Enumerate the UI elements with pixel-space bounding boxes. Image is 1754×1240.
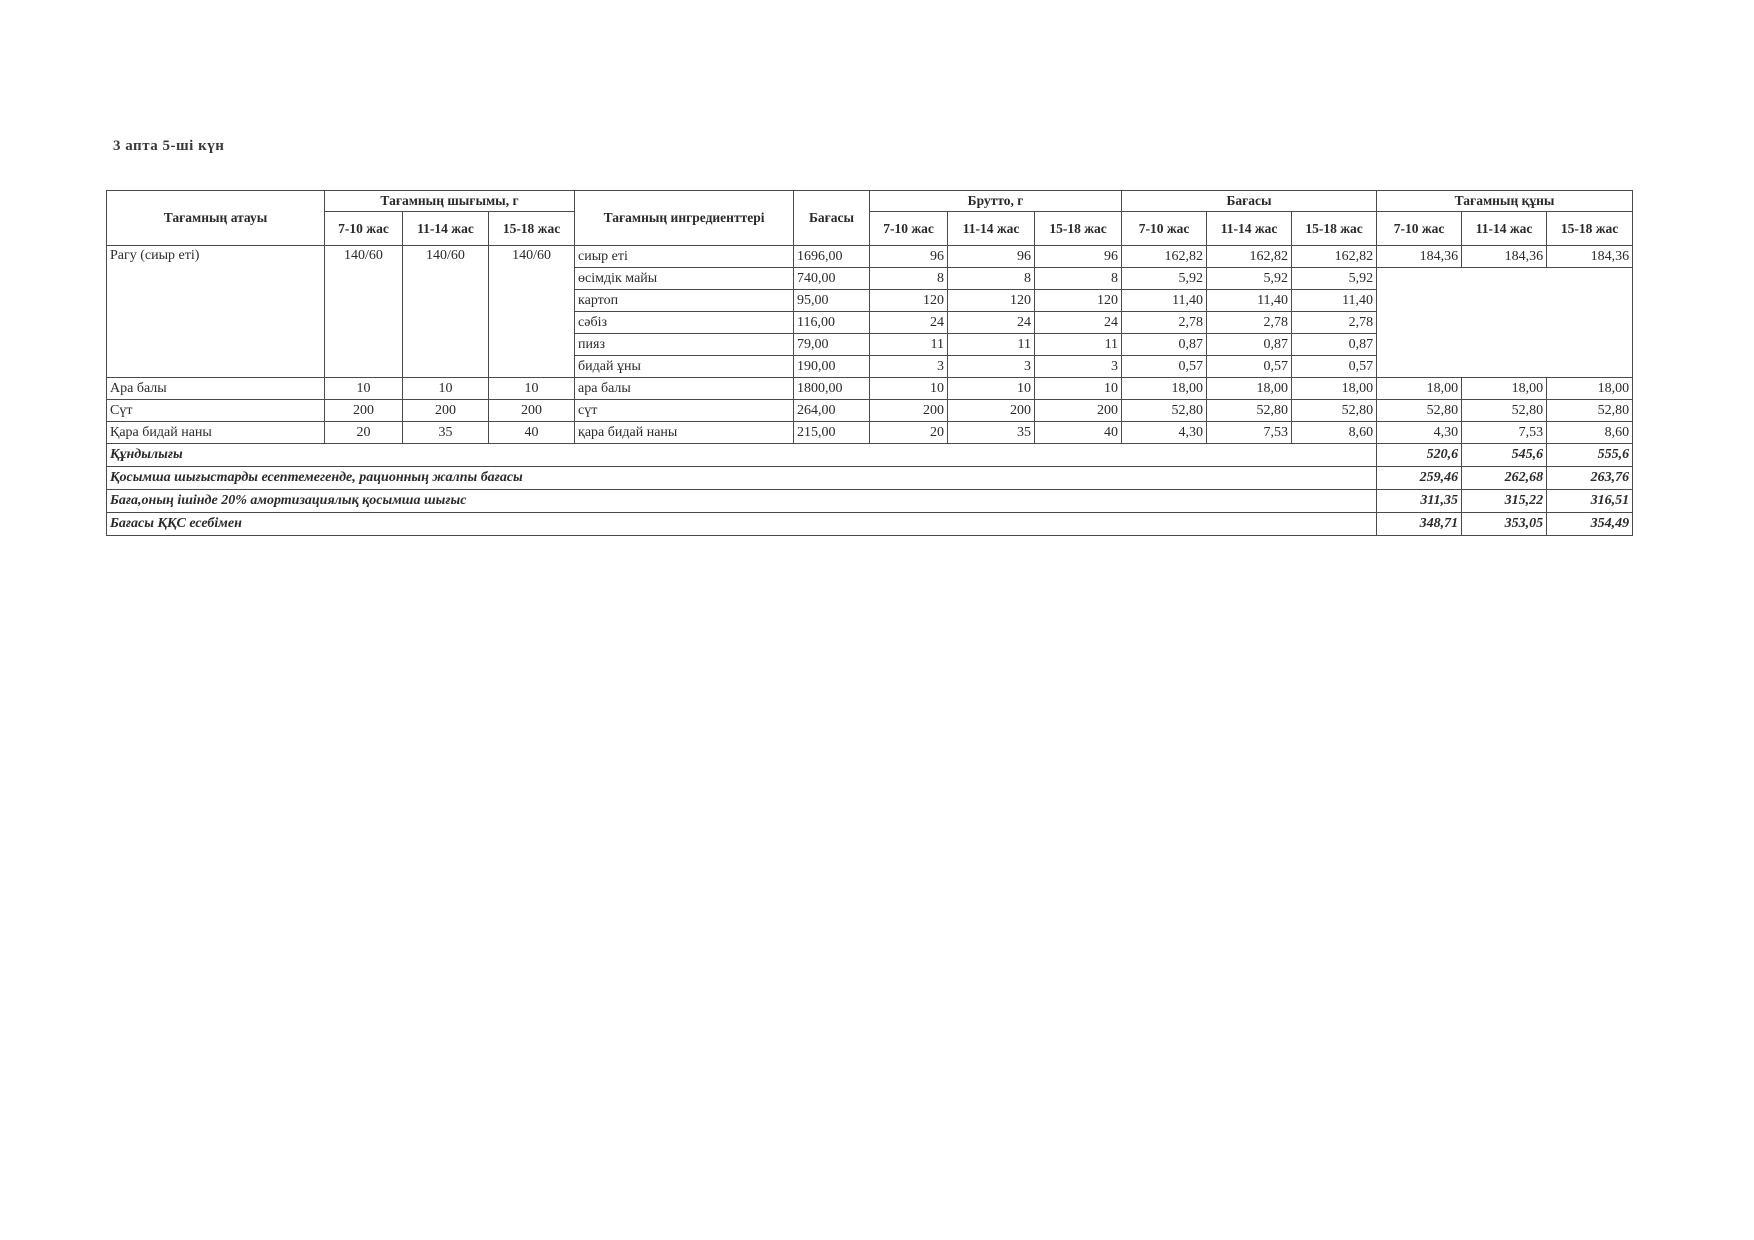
dish-output-cell: 40 bbox=[489, 422, 575, 444]
cost-cell: 52,80 bbox=[1292, 400, 1377, 422]
cost-cell: 18,00 bbox=[1122, 378, 1207, 400]
brutto-cell: 8 bbox=[948, 268, 1035, 290]
brutto-cell: 96 bbox=[1035, 246, 1122, 268]
cost-cell: 11,40 bbox=[1292, 290, 1377, 312]
cost-cell: 0,57 bbox=[1122, 356, 1207, 378]
brutto-cell: 35 bbox=[948, 422, 1035, 444]
brutto-cell: 10 bbox=[1035, 378, 1122, 400]
cost-cell: 0,87 bbox=[1207, 334, 1292, 356]
table-body bbox=[107, 246, 1633, 536]
dish-output-cell: 140/60 bbox=[403, 246, 489, 378]
cost-cell: 8,60 bbox=[1292, 422, 1377, 444]
ingredient-name-cell: сүт bbox=[575, 400, 794, 422]
header-price: Бағасы bbox=[794, 191, 870, 246]
brutto-cell: 10 bbox=[948, 378, 1035, 400]
summary-label: Қосымша шығыстарды есептемегенде, рационның жалпы бағасы bbox=[107, 467, 1377, 490]
brutto-cell: 120 bbox=[1035, 290, 1122, 312]
summary-value: 262,68 bbox=[1462, 467, 1547, 490]
summary-value: 311,35 bbox=[1377, 490, 1462, 513]
dish-cost-cell: 184,36 bbox=[1462, 246, 1547, 268]
age-group-header: 11-14 жас bbox=[403, 212, 489, 246]
header-dish-name: Тағамның атауы bbox=[107, 191, 325, 246]
ingredient-price-cell: 1696,00 bbox=[794, 246, 870, 268]
age-group-header: 7-10 жас bbox=[325, 212, 403, 246]
dish-name-cell: Қара бидай наны bbox=[107, 422, 325, 444]
age-group-header: 11-14 жас bbox=[1207, 212, 1292, 246]
menu-cost-table bbox=[106, 190, 1633, 536]
header-brutto: Брутто, г bbox=[870, 191, 1122, 212]
ingredient-name-cell: сәбіз bbox=[575, 312, 794, 334]
brutto-cell: 96 bbox=[948, 246, 1035, 268]
age-group-header: 15-18 жас bbox=[489, 212, 575, 246]
cost-cell: 2,78 bbox=[1207, 312, 1292, 334]
dish-cost-cell: 18,00 bbox=[1377, 378, 1462, 400]
brutto-cell: 24 bbox=[870, 312, 948, 334]
cost-cell: 0,57 bbox=[1207, 356, 1292, 378]
dish-cost-cell: 4,30 bbox=[1377, 422, 1462, 444]
dish-name-cell: Сүт bbox=[107, 400, 325, 422]
cost-cell: 7,53 bbox=[1207, 422, 1292, 444]
table-header bbox=[107, 191, 1633, 246]
summary-value: 316,51 bbox=[1547, 490, 1633, 513]
cost-cell: 162,82 bbox=[1122, 246, 1207, 268]
brutto-cell: 3 bbox=[870, 356, 948, 378]
dish-cost-cell: 184,36 bbox=[1377, 246, 1462, 268]
ingredient-name-cell: ара балы bbox=[575, 378, 794, 400]
summary-value: 348,71 bbox=[1377, 513, 1462, 536]
ingredient-name-cell: өсімдік майы bbox=[575, 268, 794, 290]
ingredient-name-cell: пияз bbox=[575, 334, 794, 356]
cost-cell: 11,40 bbox=[1122, 290, 1207, 312]
summary-row bbox=[107, 490, 1633, 513]
brutto-cell: 20 bbox=[870, 422, 948, 444]
brutto-cell: 40 bbox=[1035, 422, 1122, 444]
summary-value: 315,22 bbox=[1462, 490, 1547, 513]
dish-cost-cell: 7,53 bbox=[1462, 422, 1547, 444]
brutto-cell: 8 bbox=[1035, 268, 1122, 290]
brutto-cell: 200 bbox=[870, 400, 948, 422]
dish-name-cell: Ара балы bbox=[107, 378, 325, 400]
dish-cost-cell: 52,80 bbox=[1377, 400, 1462, 422]
age-group-header: 11-14 жас bbox=[948, 212, 1035, 246]
cost-cell: 18,00 bbox=[1207, 378, 1292, 400]
summary-label: Құндылығы bbox=[107, 444, 1377, 467]
age-group-header: 7-10 жас bbox=[870, 212, 948, 246]
ingredient-price-cell: 95,00 bbox=[794, 290, 870, 312]
header-dish-cost: Тағамның құны bbox=[1377, 191, 1633, 212]
dish-output-cell: 10 bbox=[489, 378, 575, 400]
ingredient-price-cell: 1800,00 bbox=[794, 378, 870, 400]
summary-label: Бағасы ҚҚС есебімен bbox=[107, 513, 1377, 536]
summary-value: 555,6 bbox=[1547, 444, 1633, 467]
ingredient-price-cell: 116,00 bbox=[794, 312, 870, 334]
brutto-cell: 24 bbox=[948, 312, 1035, 334]
ingredient-name-cell: сиыр еті bbox=[575, 246, 794, 268]
table-row bbox=[107, 422, 1633, 444]
cost-cell: 0,87 bbox=[1292, 334, 1377, 356]
header-ingredients: Тағамның ингредиенттері bbox=[575, 191, 794, 246]
dish-cost-cell: 52,80 bbox=[1547, 400, 1633, 422]
summary-value: 353,05 bbox=[1462, 513, 1547, 536]
age-group-header: 7-10 жас bbox=[1377, 212, 1462, 246]
brutto-cell: 11 bbox=[870, 334, 948, 356]
age-group-header: 15-18 жас bbox=[1547, 212, 1633, 246]
dish-output-cell: 20 bbox=[325, 422, 403, 444]
cost-cell: 5,92 bbox=[1207, 268, 1292, 290]
dish-output-cell: 10 bbox=[325, 378, 403, 400]
cost-cell: 2,78 bbox=[1292, 312, 1377, 334]
summary-value: 520,6 bbox=[1377, 444, 1462, 467]
age-group-header: 15-18 жас bbox=[1292, 212, 1377, 246]
cost-cell: 0,57 bbox=[1292, 356, 1377, 378]
brutto-cell: 200 bbox=[1035, 400, 1122, 422]
ingredient-name-cell: картоп bbox=[575, 290, 794, 312]
dish-cost-cell: 18,00 bbox=[1462, 378, 1547, 400]
brutto-cell: 11 bbox=[948, 334, 1035, 356]
page-title: 3 апта 5-ші күн bbox=[113, 138, 225, 154]
dish-output-cell: 35 bbox=[403, 422, 489, 444]
brutto-cell: 10 bbox=[870, 378, 948, 400]
ingredient-name-cell: бидай ұны bbox=[575, 356, 794, 378]
dish-cost-cell: 18,00 bbox=[1547, 378, 1633, 400]
ingredient-price-cell: 79,00 bbox=[794, 334, 870, 356]
dish-output-cell: 10 bbox=[403, 378, 489, 400]
brutto-cell: 120 bbox=[948, 290, 1035, 312]
dish-output-cell: 140/60 bbox=[489, 246, 575, 378]
cost-cell: 2,78 bbox=[1122, 312, 1207, 334]
dish-name-cell: Рагу (сиыр еті) bbox=[107, 246, 325, 378]
cost-cell: 4,30 bbox=[1122, 422, 1207, 444]
brutto-cell: 200 bbox=[948, 400, 1035, 422]
dish-output-cell: 200 bbox=[489, 400, 575, 422]
age-group-header: 15-18 жас bbox=[1035, 212, 1122, 246]
cost-cell: 5,92 bbox=[1122, 268, 1207, 290]
summary-value: 545,6 bbox=[1462, 444, 1547, 467]
ingredient-price-cell: 264,00 bbox=[794, 400, 870, 422]
age-group-header: 11-14 жас bbox=[1462, 212, 1547, 246]
cost-cell: 162,82 bbox=[1207, 246, 1292, 268]
dish-output-cell: 200 bbox=[325, 400, 403, 422]
cost-cell: 52,80 bbox=[1122, 400, 1207, 422]
ingredient-price-cell: 740,00 bbox=[794, 268, 870, 290]
dish-cost-cell: 52,80 bbox=[1462, 400, 1547, 422]
table-row bbox=[107, 400, 1633, 422]
summary-label: Баға,оның ішінде 20% амортизациялық қосымша шығыс bbox=[107, 490, 1377, 513]
brutto-cell: 120 bbox=[870, 290, 948, 312]
summary-value: 259,46 bbox=[1377, 467, 1462, 490]
brutto-cell: 11 bbox=[1035, 334, 1122, 356]
cost-cell: 52,80 bbox=[1207, 400, 1292, 422]
cost-cell: 18,00 bbox=[1292, 378, 1377, 400]
cost-cell: 5,92 bbox=[1292, 268, 1377, 290]
brutto-cell: 24 bbox=[1035, 312, 1122, 334]
cost-cell: 0,87 bbox=[1122, 334, 1207, 356]
ingredient-price-cell: 190,00 bbox=[794, 356, 870, 378]
cost-cell: 11,40 bbox=[1207, 290, 1292, 312]
ingredient-name-cell: қара бидай наны bbox=[575, 422, 794, 444]
dish-cost-cell: 8,60 bbox=[1547, 422, 1633, 444]
table-row bbox=[107, 246, 1633, 268]
dish-cost-cell: 184,36 bbox=[1547, 246, 1633, 268]
dish-output-cell: 140/60 bbox=[325, 246, 403, 378]
ingredient-price-cell: 215,00 bbox=[794, 422, 870, 444]
summary-row bbox=[107, 513, 1633, 536]
empty-dish-cost-area bbox=[1377, 268, 1633, 378]
brutto-cell: 8 bbox=[870, 268, 948, 290]
brutto-cell: 3 bbox=[948, 356, 1035, 378]
header-dish-output: Тағамның шығымы, г bbox=[325, 191, 575, 212]
table-row bbox=[107, 378, 1633, 400]
cost-cell: 162,82 bbox=[1292, 246, 1377, 268]
summary-value: 354,49 bbox=[1547, 513, 1633, 536]
brutto-cell: 3 bbox=[1035, 356, 1122, 378]
summary-row bbox=[107, 444, 1633, 467]
summary-row bbox=[107, 467, 1633, 490]
summary-value: 263,76 bbox=[1547, 467, 1633, 490]
brutto-cell: 96 bbox=[870, 246, 948, 268]
age-group-header: 7-10 жас bbox=[1122, 212, 1207, 246]
header-cost: Бағасы bbox=[1122, 191, 1377, 212]
dish-output-cell: 200 bbox=[403, 400, 489, 422]
